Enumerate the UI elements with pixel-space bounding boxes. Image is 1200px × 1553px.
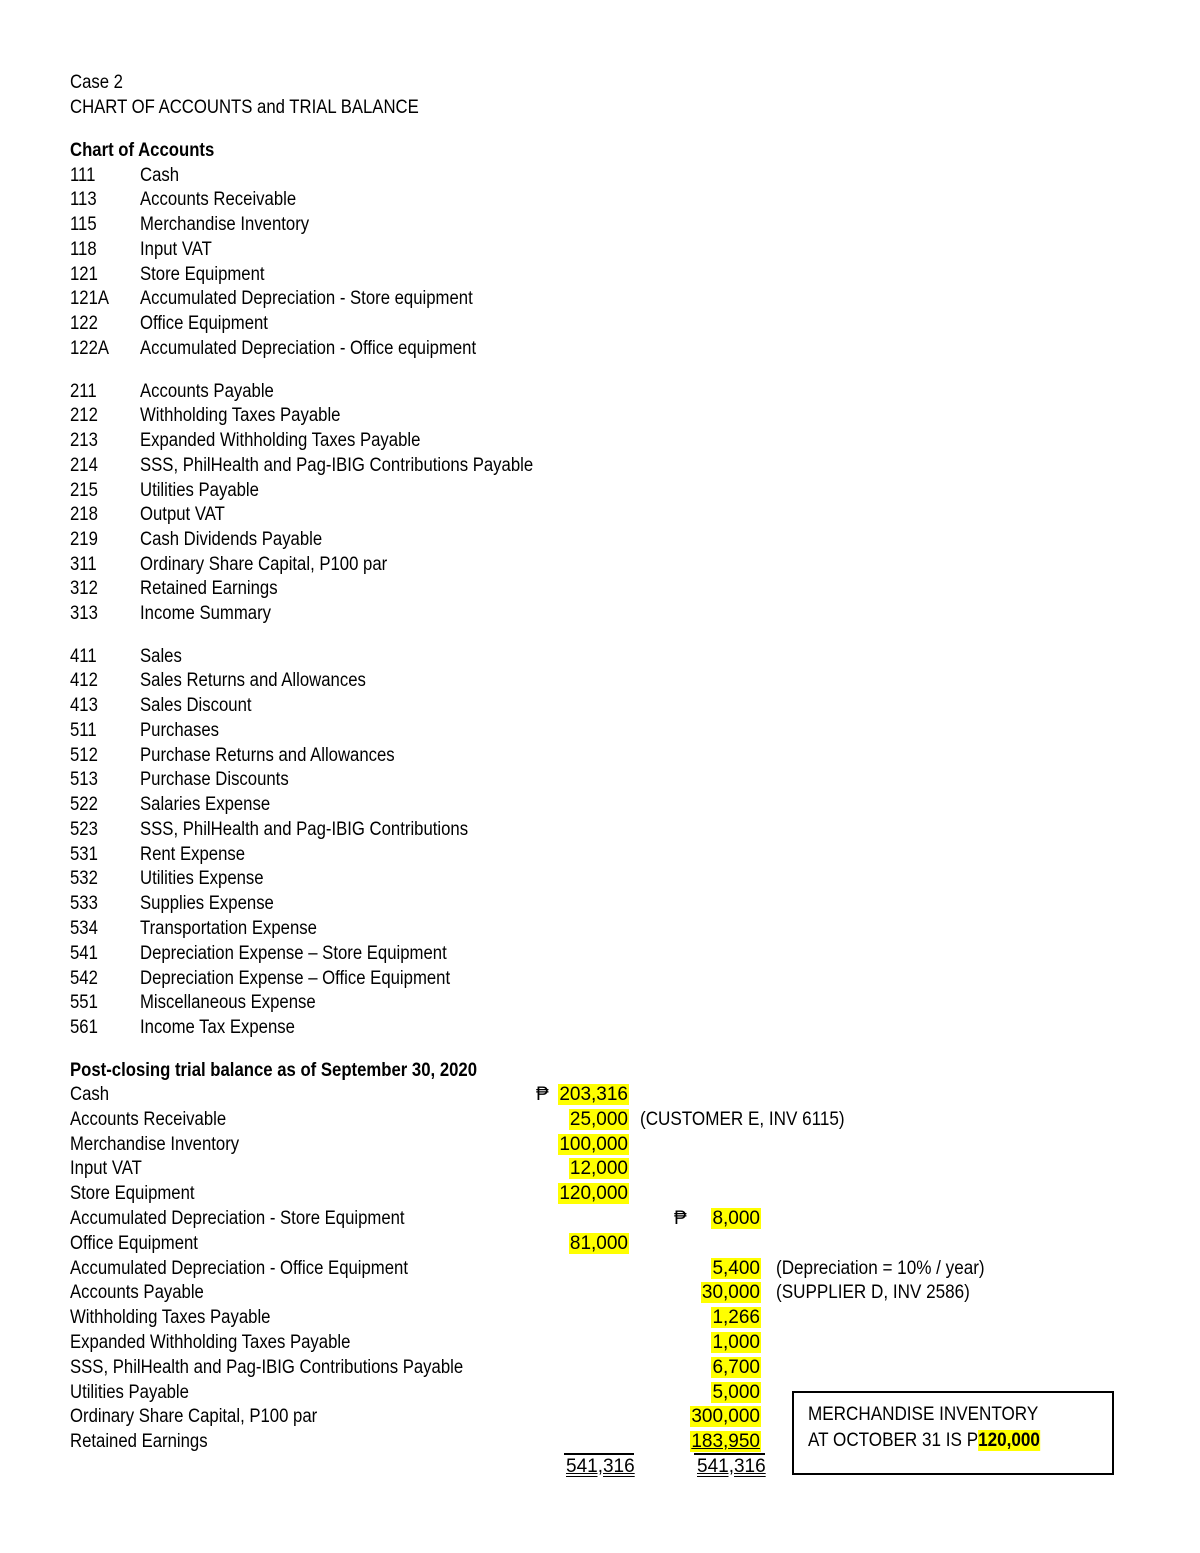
trial-balance-account: Accounts Receivable (70, 1109, 227, 1130)
credit-amount (690, 1430, 761, 1454)
account-name: Accumulated Depreciation - Store equipment (140, 288, 473, 309)
account-name: Withholding Taxes Payable (140, 405, 341, 426)
trial-balance-account: Ordinary Share Capital, P100 par (70, 1406, 318, 1427)
account-code: 219 (70, 529, 98, 550)
credit-amount-value: 1,266 (712, 1307, 760, 1328)
account-code: 118 (70, 239, 97, 260)
trial-balance-account: Merchandise Inventory (70, 1134, 240, 1155)
trial-balance-account: Store Equipment (70, 1183, 195, 1204)
account-name: Store Equipment (140, 264, 265, 285)
account-code: 531 (70, 844, 98, 865)
trial-balance-account: Office Equipment (70, 1233, 198, 1254)
account-name: Purchase Discounts (140, 769, 289, 790)
trial-balance-account: Accumulated Depreciation - Store Equipment (70, 1208, 405, 1229)
account-name: Expanded Withholding Taxes Payable (140, 430, 421, 451)
account-name: Accumulated Depreciation - Office equipment (140, 338, 477, 359)
account-name: Purchase Returns and Allowances (140, 745, 395, 766)
credit-amount-value: 5,000 (712, 1382, 760, 1403)
trial-balance-note: (SUPPLIER D, INV 2586) (776, 1282, 970, 1303)
credit-amount (711, 1207, 761, 1231)
account-name: Purchases (140, 720, 220, 741)
account-name: Office Equipment (140, 313, 268, 334)
account-code: 122 (70, 313, 98, 334)
account-name: Retained Earnings (140, 578, 278, 599)
account-name: Accounts Payable (140, 381, 274, 402)
trial-balance-account: Accumulated Depreciation - Office Equipment (70, 1258, 408, 1279)
debit-amount-value: 100,000 (559, 1134, 628, 1155)
trial-balance-note: (CUSTOMER E, INV 6115) (640, 1109, 845, 1130)
credit-amount (690, 1405, 761, 1429)
account-name: Miscellaneous Expense (140, 992, 316, 1013)
account-name: Accounts Receivable (140, 189, 297, 210)
account-code: 523 (70, 819, 98, 840)
credit-amount (711, 1306, 761, 1330)
account-code: 512 (70, 745, 98, 766)
account-name: Utilities Expense (140, 868, 264, 889)
credit-amount (711, 1331, 761, 1355)
account-code: 211 (70, 381, 97, 402)
account-code: 542 (70, 968, 98, 989)
debit-amount (558, 1133, 629, 1157)
credit-total: 541,316 (697, 1456, 766, 1477)
credit-amount-value: 1,000 (712, 1332, 760, 1353)
debit-amount (569, 1157, 629, 1181)
account-name: Sales Returns and Allowances (140, 670, 366, 691)
account-code: 413 (70, 695, 98, 716)
account-code: 411 (70, 646, 97, 667)
account-code: 561 (70, 1017, 98, 1038)
account-code: 541 (70, 943, 98, 964)
account-name: Output VAT (140, 504, 225, 525)
account-code: 311 (70, 554, 97, 575)
account-code: 532 (70, 868, 98, 889)
account-code: 122A (70, 338, 110, 359)
account-code: 412 (70, 670, 98, 691)
case-label: Case 2 (70, 72, 123, 93)
account-name: Sales Discount (140, 695, 252, 716)
account-name: Supplies Expense (140, 893, 274, 914)
account-name: Depreciation Expense – Store Equipment (140, 943, 447, 964)
trial-balance-account: Expanded Withholding Taxes Payable (70, 1332, 351, 1353)
trial-balance-account: Utilities Payable (70, 1382, 189, 1403)
credit-amount-value: 5,400 (712, 1258, 760, 1279)
trial-balance-account: Withholding Taxes Payable (70, 1307, 271, 1328)
credit-amount-value: 8,000 (712, 1208, 760, 1229)
callout-line-1: MERCHANDISE INVENTORY (808, 1404, 1039, 1425)
debit-amount-value: 120,000 (559, 1183, 628, 1204)
account-name: SSS, PhilHealth and Pag-IBIG Contributions (140, 819, 469, 840)
credit-amount (701, 1281, 761, 1305)
account-code: 111 (70, 165, 96, 186)
trial-balance-account: Cash (70, 1084, 110, 1105)
account-code: 113 (70, 189, 97, 210)
page-title: CHART OF ACCOUNTS and TRIAL BALANCE (70, 97, 419, 118)
account-name: Sales (140, 646, 182, 667)
credit-amount (711, 1381, 761, 1405)
callout-line-2-prefix: AT OCTOBER 31 IS P (808, 1430, 979, 1451)
debit-amount-value: 25,000 (569, 1109, 628, 1130)
chart-of-accounts-heading: Chart of Accounts (70, 140, 215, 161)
account-code: 121A (70, 288, 110, 309)
debit-amount-value: 12,000 (569, 1158, 628, 1179)
account-code: 511 (70, 720, 97, 741)
account-name: Income Summary (140, 603, 272, 624)
account-code: 533 (70, 893, 98, 914)
account-name: Utilities Payable (140, 480, 259, 501)
debit-amount (558, 1182, 629, 1206)
account-code: 214 (70, 455, 98, 476)
credit-amount (711, 1356, 761, 1380)
account-code: 312 (70, 578, 98, 599)
debit-total: 541,316 (566, 1456, 635, 1477)
credit-amount-value: 183,950 (691, 1431, 760, 1452)
account-name: Cash Dividends Payable (140, 529, 323, 550)
account-code: 215 (70, 480, 98, 501)
account-name: Merchandise Inventory (140, 214, 310, 235)
account-name: Input VAT (140, 239, 212, 260)
account-name: Depreciation Expense – Office Equipment (140, 968, 451, 989)
credit-amount (711, 1257, 761, 1281)
account-code: 213 (70, 430, 98, 451)
account-code: 534 (70, 918, 98, 939)
account-code: 115 (70, 214, 97, 235)
account-code: 551 (70, 992, 98, 1013)
debit-amount (558, 1083, 629, 1107)
trial-balance-note: (Depreciation = 10% / year) (776, 1258, 985, 1279)
account-code: 212 (70, 405, 98, 426)
credit-amount-value: 300,000 (691, 1406, 760, 1427)
trial-balance-account: Input VAT (70, 1158, 142, 1179)
account-name: Ordinary Share Capital, P100 par (140, 554, 388, 575)
debit-amount (569, 1232, 629, 1256)
account-name: Cash (140, 165, 180, 186)
trial-balance-account: Accounts Payable (70, 1282, 204, 1303)
account-name: Income Tax Expense (140, 1017, 295, 1038)
debit-amount-value: 81,000 (569, 1233, 628, 1254)
trial-balance-account: SSS, PhilHealth and Pag-IBIG Contributions Payable (70, 1357, 464, 1378)
account-name: Transportation Expense (140, 918, 317, 939)
debit-currency-symbol: ₱ (536, 1084, 549, 1105)
account-code: 218 (70, 504, 98, 525)
account-name: Salaries Expense (140, 794, 271, 815)
debit-amount-value: 203,316 (559, 1084, 628, 1105)
account-code: 513 (70, 769, 98, 790)
account-name: SSS, PhilHealth and Pag-IBIG Contributions Payable (140, 455, 534, 476)
account-code: 522 (70, 794, 98, 815)
credit-amount-value: 6,700 (712, 1357, 760, 1378)
account-name: Rent Expense (140, 844, 246, 865)
callout-line-2 (808, 1429, 1040, 1453)
callout-inventory-value: 120,000 (978, 1430, 1040, 1451)
trial-balance-heading: Post-closing trial balance as of September 30, 2020 (70, 1060, 478, 1081)
account-code: 313 (70, 603, 98, 624)
credit-currency-symbol: ₱ (674, 1208, 687, 1229)
account-code: 121 (70, 264, 98, 285)
debit-amount (569, 1108, 629, 1132)
credit-amount-value: 30,000 (701, 1282, 760, 1303)
trial-balance-account: Retained Earnings (70, 1431, 208, 1452)
inventory-callout-box (792, 1391, 1114, 1475)
